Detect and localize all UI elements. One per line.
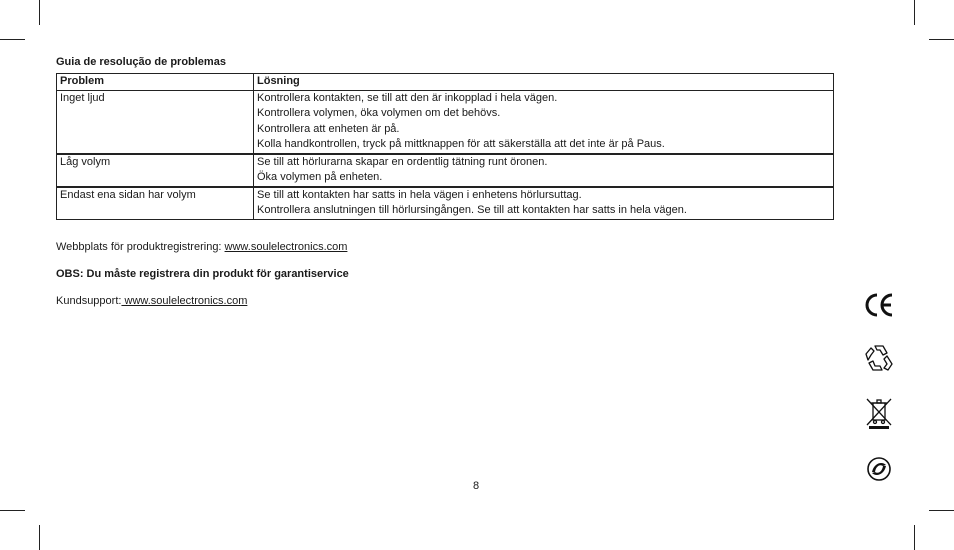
crop-mark xyxy=(39,525,40,550)
warranty-note: OBS: Du måste registrera din produkt för garantiservice xyxy=(56,268,349,280)
problem-cell: Låg volym xyxy=(57,154,254,187)
section-title: Guia de resolução de problemas xyxy=(56,56,226,68)
solution-cell xyxy=(254,154,834,187)
crop-mark xyxy=(0,510,25,511)
table-row xyxy=(57,90,834,154)
crop-mark xyxy=(929,39,954,40)
column-header-solution: Lösning xyxy=(254,74,834,91)
support-label: Kundsupport: xyxy=(56,295,122,307)
solution-line: Öka volymen på enheten. xyxy=(257,171,383,183)
crop-mark xyxy=(39,0,40,25)
page-number: 8 xyxy=(473,480,480,492)
table-row xyxy=(57,187,834,220)
recycle-icon xyxy=(862,340,896,374)
green-dot-icon xyxy=(862,452,896,486)
registration-link[interactable]: www.soulelectronics.com xyxy=(224,241,348,253)
solution-line: Se till att kontakten har satts in hela vägen i enhetens hörlursuttag. xyxy=(257,188,582,201)
support-line xyxy=(56,295,247,307)
solution-line: Kontrollera anslutningen till hörlursingången. Se till att kontakten har satts in hela vägen. xyxy=(257,204,687,216)
ce-mark-icon xyxy=(862,288,896,322)
solution-line: Kolla handkontrollen, tryck på mittknappen för att säkerställa att det inte är på Paus. xyxy=(257,138,665,150)
table-header-row xyxy=(57,74,834,91)
problem-cell: Inget ljud xyxy=(57,90,254,154)
crop-mark xyxy=(929,510,954,511)
crop-mark xyxy=(914,0,915,25)
table-row xyxy=(57,154,834,187)
weee-crossed-bin-icon xyxy=(862,395,896,429)
solution-line: Se till att hörlurarna skapar en ordentlig tätning runt öronen. xyxy=(257,155,548,168)
problem-cell: Endast ena sidan har volym xyxy=(57,187,254,220)
solution-line: Kontrollera att enheten är på. xyxy=(257,122,400,135)
support-link[interactable]: www.soulelectronics.com xyxy=(121,295,248,307)
solution-line: Kontrollera volymen, öka volymen om det behövs. xyxy=(257,107,501,119)
troubleshooting-table xyxy=(56,73,834,220)
solution-cell xyxy=(254,90,834,154)
column-header-problem: Problem xyxy=(57,74,254,91)
solution-line: Kontrollera kontakten, se till att den är inkopplad i hela vägen. xyxy=(257,91,558,104)
registration-label: Webbplats för produktregistrering: xyxy=(56,241,225,253)
solution-cell xyxy=(254,187,834,220)
registration-line xyxy=(56,241,347,253)
crop-mark xyxy=(0,39,25,40)
crop-mark xyxy=(914,525,915,550)
